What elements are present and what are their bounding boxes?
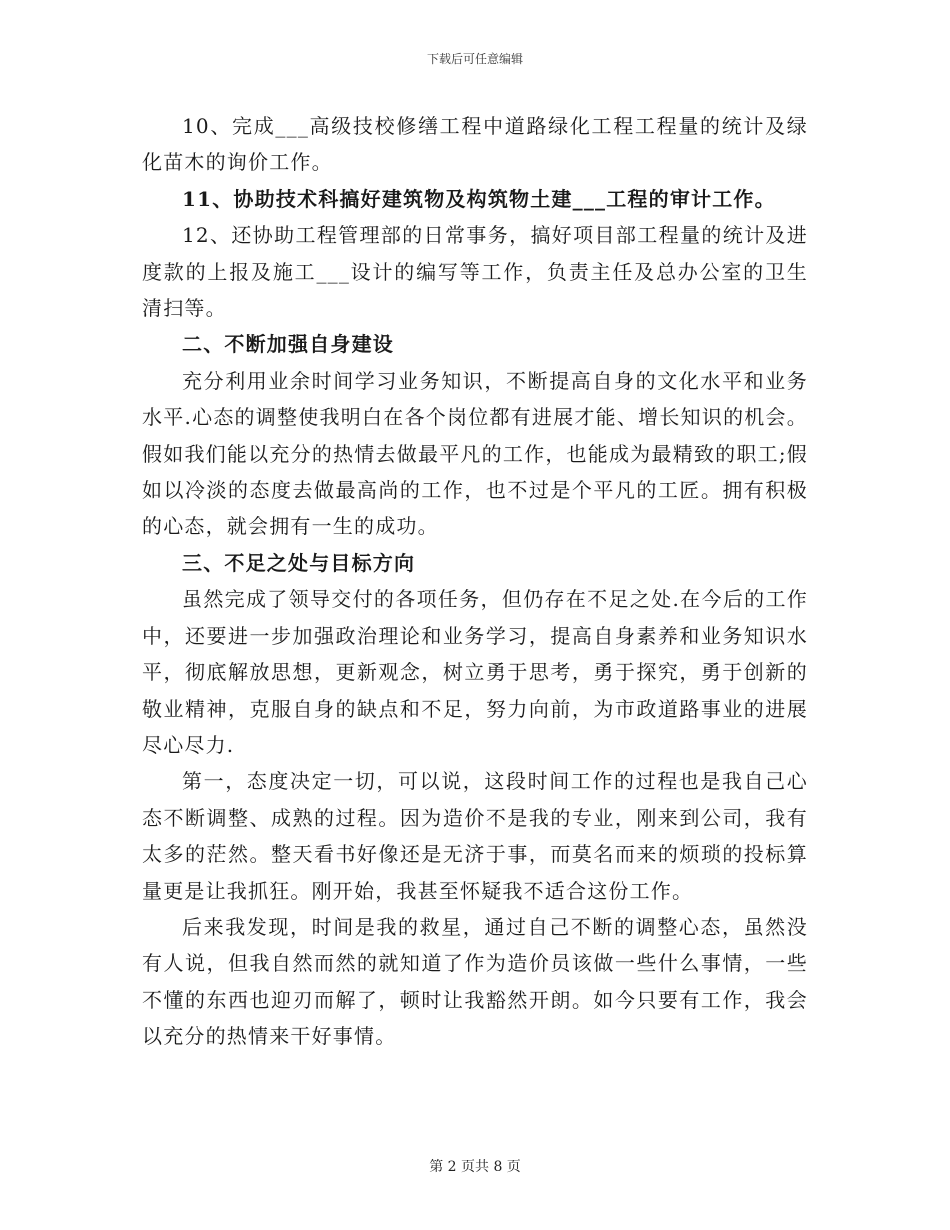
paragraph-shortcomings: 虽然完成了领导交付的各项任务，但仍存在不足之处.在今后的工作中，还要进一步加强政治理论和业务学习，提高自身素养和业务知识水平，彻底解放思想，更新观念，树立勇于思考，勇于探究，勇于创新的敬业精神，克服自身的缺点和不足，努力向前，为市政道路事业的进展尽心尽力.: [142, 587, 808, 757]
paragraph-self-building: 充分利用业余时间学习业务知识，不断提高自身的文化水平和业务水平.心态的调整使我明白在各个岗位都有进展才能、增长知识的机会。假如我们能以充分的热情去做最平凡的工作，也能成为最精致的职工;假如以冷淡的态度去做最高尚的工作，也不过是个平凡的工匠。拥有积极的心态，就会拥有一生的成功。: [142, 368, 808, 539]
paragraph-item-10: 10、完成___高级技校修缮工程中道路绿化工程工程量的统计及绿化苗木的询价工作。: [142, 114, 808, 175]
document-body: [142, 108, 808, 1055]
page-header: 下载后可任意编辑: [426, 52, 523, 66]
paragraph-first-attitude: 第一，态度决定一切，可以说，这段时间工作的过程也是我自己心态不断调整、成熟的过程。因为造价不是我的专业，刚来到公司，我有太多的茫然。整天看书好像还是无济于事，而莫名而来的烦琐的投标算量更是让我抓狂。刚开始，我甚至怀疑我不适合这份工作。: [142, 769, 808, 903]
paragraph-item-12: 12、还协助工程管理部的日常事务，搞好项目部工程量的统计及进度款的上报及施工___设计的编写等工作，负责主任及总办公室的卫生清扫等。: [142, 223, 808, 321]
section-heading-3: 三、不足之处与目标方向: [182, 550, 416, 575]
section-heading-2: 二、不断加强自身建设: [182, 332, 394, 357]
paragraph-later-discovery: 后来我发现，时间是我的救星，通过自己不断的调整心态，虽然没有人说，但我自然而然的就知道了作为造价员该做一些什么事情，一些不懂的东西也迎刃而解了，顿时让我豁然开朗。如今只要有工作，我会以充分的热情来干好事情。: [142, 914, 808, 1049]
paragraph-item-11: 11、协助技术科搞好建筑物及构筑物土建___工程的审计工作。: [182, 186, 776, 211]
page-number-footer: 第 2 页共 8 页: [429, 1159, 521, 1175]
